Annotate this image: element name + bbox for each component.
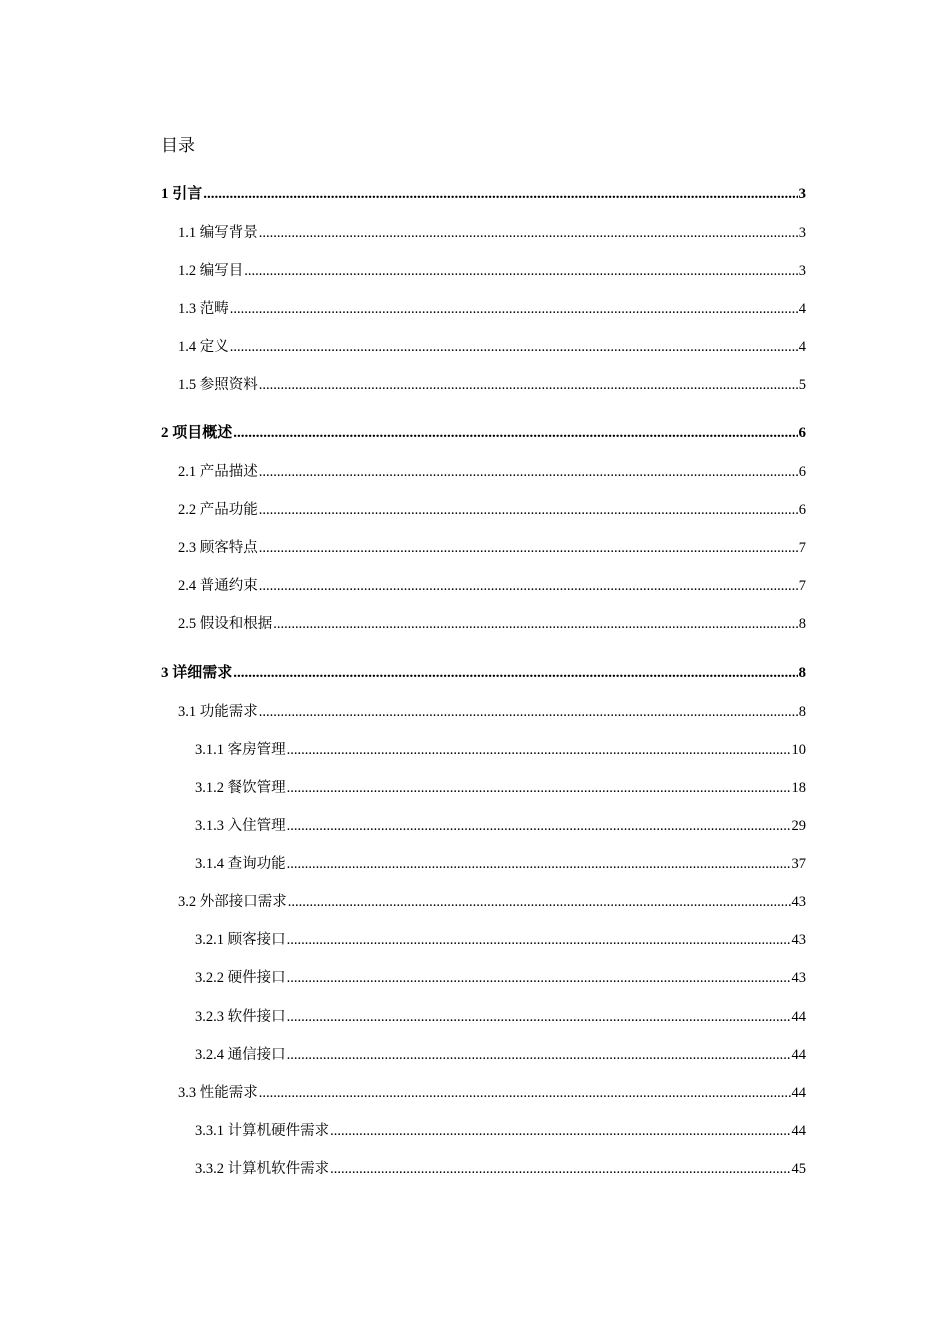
toc-leader-dots — [287, 854, 791, 874]
toc-entry-page: 6 — [798, 425, 806, 441]
toc-entry-page: 7 — [798, 578, 806, 594]
toc-entry[interactable] — [178, 261, 806, 281]
toc-entry-label: 3.1 功能需求 — [178, 704, 258, 720]
toc-leader-dots — [259, 1083, 791, 1103]
toc-entry[interactable] — [178, 337, 806, 357]
toc-entry[interactable] — [195, 1045, 806, 1065]
toc-entry-page: 43 — [791, 970, 806, 986]
toc-entry[interactable] — [178, 462, 806, 482]
toc-entry[interactable] — [178, 538, 806, 558]
toc-leader-dots — [287, 1045, 791, 1065]
toc-leader-dots — [259, 462, 798, 482]
toc-entry-label: 1.1 编写背景 — [178, 225, 258, 241]
toc-entry-page: 29 — [791, 818, 806, 834]
toc-entry-page: 3 — [798, 225, 806, 241]
toc-leader-dots — [287, 930, 791, 950]
toc-leader-dots — [287, 968, 791, 988]
toc-entry-label: 3.1.4 查询功能 — [195, 856, 286, 872]
toc-entry-label: 2.2 产品功能 — [178, 502, 258, 518]
toc-entry-page: 43 — [791, 894, 806, 910]
toc-entry[interactable] — [195, 816, 806, 836]
toc-entry-label: 3.2.1 顾客接口 — [195, 932, 286, 948]
toc-entry[interactable] — [195, 1007, 806, 1027]
toc-entry-label: 2.4 普通约束 — [178, 578, 258, 594]
toc-entry[interactable] — [195, 778, 806, 798]
toc-entry[interactable] — [178, 375, 806, 395]
toc-entry-page: 5 — [798, 377, 806, 393]
toc-entry[interactable] — [178, 614, 806, 634]
toc-entry-page: 44 — [791, 1123, 806, 1139]
toc-entry-page: 8 — [798, 665, 806, 681]
toc-entry-page: 6 — [798, 464, 806, 480]
toc-entry-page: 4 — [798, 301, 806, 317]
toc-entry-page: 3 — [798, 263, 806, 279]
toc-leader-dots — [259, 576, 798, 596]
toc-entry-label: 2 项目概述 — [161, 425, 233, 441]
toc-leader-dots — [259, 500, 798, 520]
toc-entry[interactable] — [195, 930, 806, 950]
toc-entry-label: 1.2 编写目 — [178, 263, 244, 279]
toc-entry-page: 10 — [791, 742, 806, 758]
toc-entry-label: 1.4 定义 — [178, 339, 229, 355]
toc-entry-label: 3.2.2 硬件接口 — [195, 970, 286, 986]
toc-entry-page: 7 — [798, 540, 806, 556]
toc-entry-page: 44 — [791, 1085, 806, 1101]
toc-entry[interactable] — [195, 1121, 806, 1141]
toc-entry-label: 2.3 顾客特点 — [178, 540, 258, 556]
toc-entry-label: 3.1.3 入住管理 — [195, 818, 286, 834]
toc-leader-dots — [287, 816, 791, 836]
toc-entry-page: 43 — [791, 932, 806, 948]
toc-leader-dots — [288, 892, 791, 912]
toc-entry-page: 3 — [798, 186, 806, 202]
toc-entry[interactable] — [178, 223, 806, 243]
toc-entry[interactable] — [178, 299, 806, 319]
toc-entry-label: 2.1 产品描述 — [178, 464, 258, 480]
toc-entry-page: 8 — [798, 616, 806, 632]
toc-entry-label: 3.3.1 计算机硬件需求 — [195, 1123, 330, 1139]
toc-entry[interactable] — [178, 892, 806, 912]
toc-leader-dots — [273, 614, 798, 634]
toc-entry-page: 18 — [791, 780, 806, 796]
toc-entry-label: 3.2.3 软件接口 — [195, 1009, 286, 1025]
toc-leader-dots — [259, 702, 798, 722]
toc-leader-dots — [330, 1159, 790, 1179]
toc-entry-page: 4 — [798, 339, 806, 355]
toc-entry-label: 3.1.2 餐饮管理 — [195, 780, 286, 796]
toc-entry[interactable] — [161, 184, 806, 204]
toc-entry-label: 3 详细需求 — [161, 665, 233, 681]
toc-entry[interactable] — [161, 663, 806, 683]
toc-entry-label: 1.5 参照资料 — [178, 377, 258, 393]
toc-entry-label: 2.5 假设和根据 — [178, 616, 273, 632]
toc-entry-page: 45 — [791, 1161, 806, 1177]
toc-entry-page: 37 — [791, 856, 806, 872]
toc-entry-page: 6 — [798, 502, 806, 518]
toc-leader-dots — [287, 1007, 791, 1027]
toc-title: 目录 — [161, 136, 195, 156]
toc-entry[interactable] — [178, 576, 806, 596]
toc-entry-label: 3.1.1 客房管理 — [195, 742, 286, 758]
toc-entry[interactable] — [178, 500, 806, 520]
toc-entry-page: 44 — [791, 1047, 806, 1063]
toc-entry[interactable] — [178, 1083, 806, 1103]
toc-leader-dots — [233, 663, 797, 683]
toc-entry-page: 8 — [798, 704, 806, 720]
toc-leader-dots — [233, 423, 797, 443]
toc-entry-label: 3.3 性能需求 — [178, 1085, 258, 1101]
toc-leader-dots — [230, 299, 798, 319]
toc-leader-dots — [330, 1121, 790, 1141]
toc-entry-label: 3.2.4 通信接口 — [195, 1047, 286, 1063]
toc-leader-dots — [287, 740, 791, 760]
toc-entry-label: 1 引言 — [161, 186, 203, 202]
toc-leader-dots — [244, 261, 798, 281]
toc-entry-label: 3.2 外部接口需求 — [178, 894, 287, 910]
toc-leader-dots — [287, 778, 791, 798]
toc-entry[interactable] — [195, 1159, 806, 1179]
toc-leader-dots — [203, 184, 797, 204]
toc-leader-dots — [259, 223, 798, 243]
toc-entry[interactable] — [195, 854, 806, 874]
toc-entry[interactable] — [195, 740, 806, 760]
toc-leader-dots — [259, 375, 798, 395]
toc-entry-page: 44 — [791, 1009, 806, 1025]
toc-entry[interactable] — [161, 423, 806, 443]
toc-entry-label: 1.3 范畴 — [178, 301, 229, 317]
toc-entry[interactable] — [195, 968, 806, 988]
toc-leader-dots — [230, 337, 798, 357]
toc-leader-dots — [259, 538, 798, 558]
toc-entry[interactable] — [178, 702, 806, 722]
toc-entry-label: 3.3.2 计算机软件需求 — [195, 1161, 330, 1177]
